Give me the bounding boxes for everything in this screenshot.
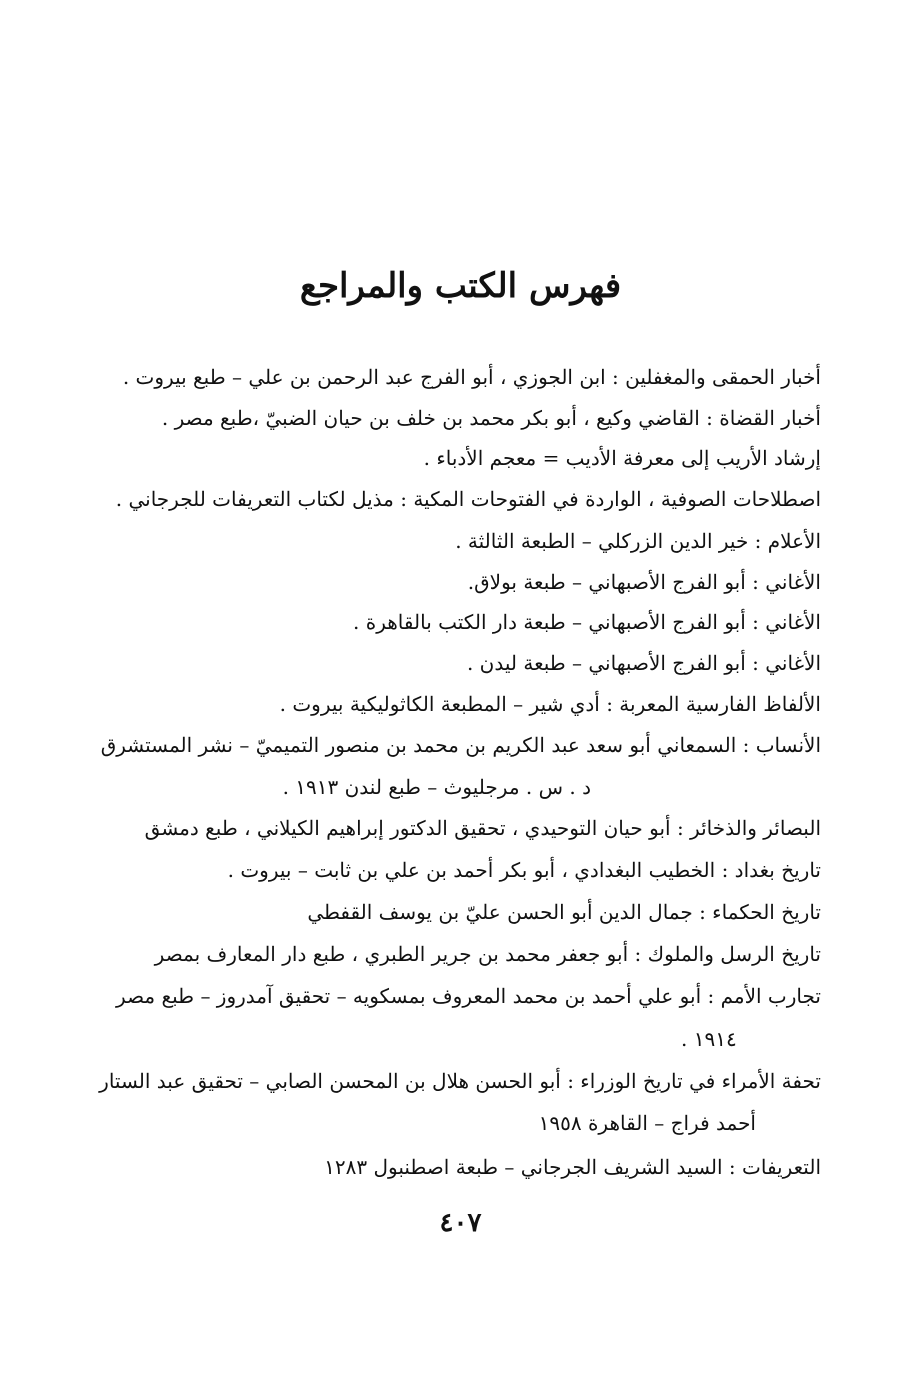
- reference-entry: الألفاظ الفارسية المعربة : أدي شير – المطبعة الكاثوليكية بيروت .: [279, 692, 821, 716]
- reference-entry: الأعلام : خير الدين الزركلي – الطبعة الثالثة .: [455, 529, 821, 553]
- reference-entry: البصائر والذخائر : أبو حيان التوحيدي ، تحقيق الدكتور إبراهيم الكيلاني ، طبع دمشق: [144, 816, 821, 840]
- reference-entry: الأغاني : أبو الفرج الأصبهاني – طبعة ليدن .: [466, 651, 821, 675]
- reference-entry: اصطلاحات الصوفية ، الواردة في الفتوحات المكية : مذيل لكتاب التعريفات للجرجاني .: [115, 487, 821, 511]
- reference-entry: تجارب الأمم : أبو علي أحمد بن محمد المعروف بمسكويه – تحقيق آمدروز – طبع مصر: [116, 984, 821, 1008]
- reference-entry-continuation: د . س . مرجليوث – طبع لندن ١٩١٣ .: [282, 775, 591, 799]
- reference-entry: تاريخ الرسل والملوك : أبو جعفر محمد بن جرير الطبري ، طبع دار المعارف بمصر: [154, 942, 821, 966]
- reference-entry: تاريخ بغداد : الخطيب البغدادي ، أبو بكر أحمد بن علي بن ثابت – بيروت .: [227, 858, 821, 882]
- reference-entry: أخبار القضاة : القاضي وكيع ، أبو بكر محمد بن خلف بن حيان الضبيّ ،طبع مصر .: [161, 406, 821, 430]
- reference-entry-continuation: أحمد فراج – القاهرة ١٩٥٨: [538, 1111, 756, 1135]
- reference-entry: تاريخ الحكماء : جمال الدين أبو الحسن عليّ بن يوسف القفطي: [307, 900, 821, 924]
- reference-entry: الأنساب : السمعاني أبو سعد عبد الكريم بن محمد بن منصور التميميّ – نشر المستشرق: [100, 733, 821, 757]
- reference-entry: التعريفات : السيد الشريف الجرجاني – طبعة اصطنبول ١٢٨٣: [324, 1155, 821, 1179]
- reference-entry: أخبار الحمقى والمغفلين : ابن الجوزي ، أبو الفرج عبد الرحمن بن علي – طبع بيروت .: [122, 365, 821, 389]
- reference-entry: إرشاد الأريب إلى معرفة الأديب = معجم الأدباء .: [423, 446, 821, 470]
- page-number: ٤٠٧: [439, 1208, 482, 1238]
- reference-entry: الأغاني : أبو الفرج الأصبهاني – طبعة دار الكتب بالقاهرة .: [353, 610, 821, 634]
- reference-entry-continuation: ١٩١٤ .: [681, 1027, 737, 1051]
- reference-entry: تحفة الأمراء في تاريخ الوزراء : أبو الحسن هلال بن المحسن الصابي – تحقيق عبد الستار: [99, 1069, 821, 1093]
- reference-entry: الأغاني : أبو الفرج الأصبهاني – طبعة بولاق.: [467, 570, 821, 594]
- page-title: فهرس الكتب والمراجع: [299, 266, 622, 306]
